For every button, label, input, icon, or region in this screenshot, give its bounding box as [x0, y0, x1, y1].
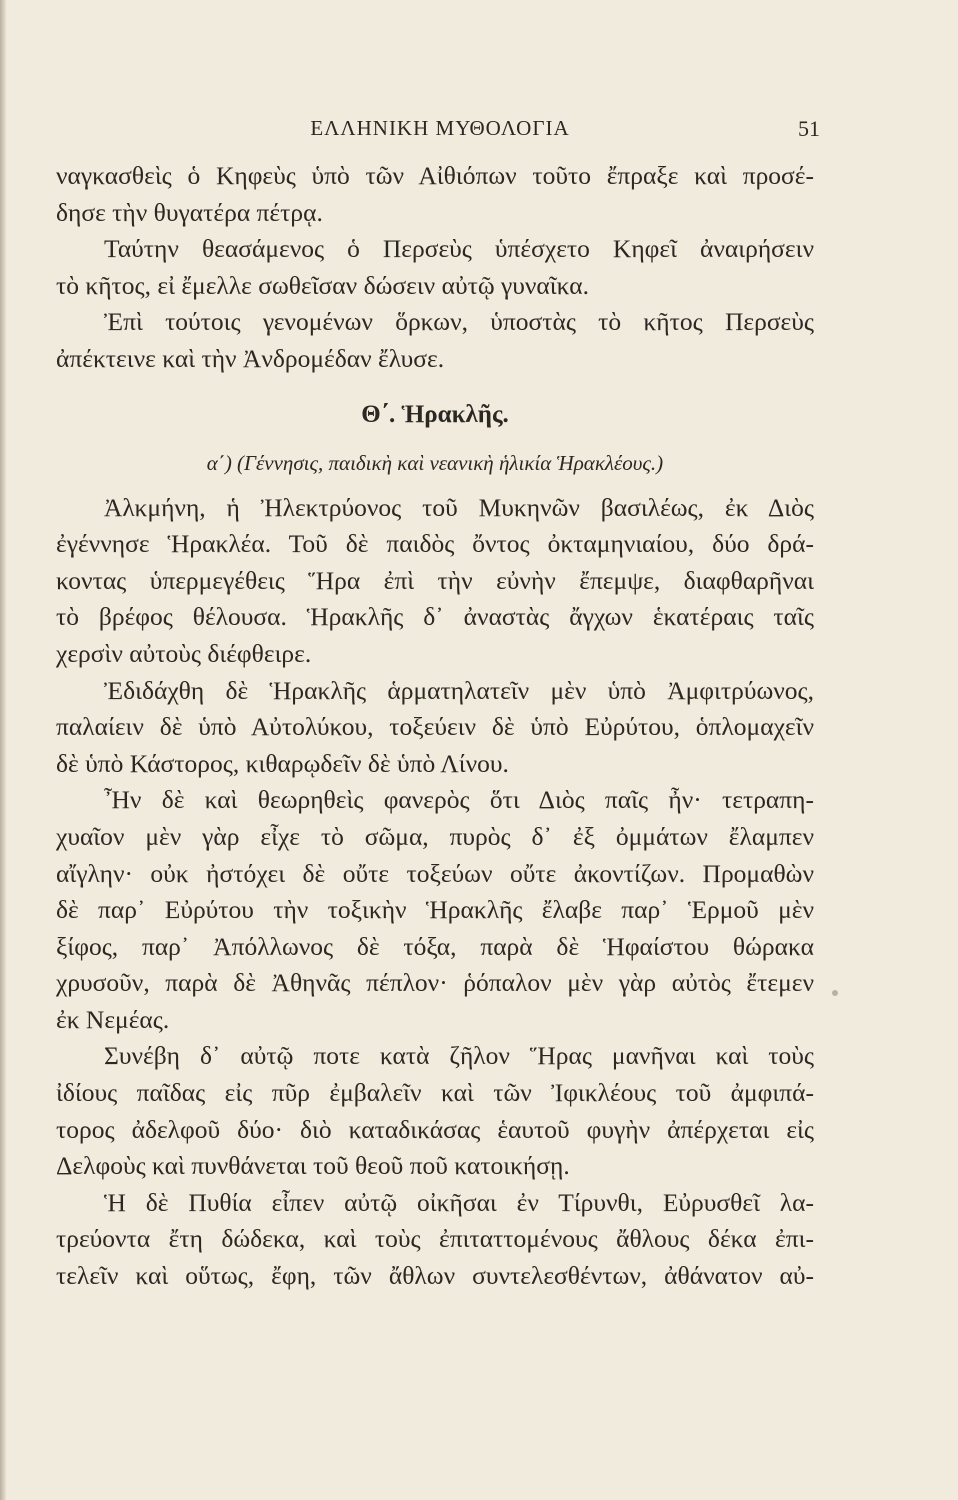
text-line: χερσὶν αὐτοὺς διέφθειρε. [56, 638, 312, 668]
text-line: τὸ βρέφος θέλουσα. Ἡρακλῆς δ᾽ ἀναστὰς ἄγχων ἑκατέραις ταῖς [56, 602, 814, 632]
text-line: χρυσοῦν, παρὰ δὲ Ἀθηνᾶς πέπλον· ῥόπαλον μὲν γὰρ αὐτὸς ἔτεμεν [56, 968, 814, 998]
margin-speck [832, 990, 838, 996]
text-line: Δελφοὺς καὶ πυνθάνεται τοῦ θεοῦ ποῦ κατοικήσῃ. [56, 1151, 570, 1181]
text-line: ναγκασθεὶς ὁ Κηφεὺς ὑπὸ τῶν Αἰθιόπων τοῦτο ἔπραξε καὶ προσέ- [56, 161, 814, 190]
text-line: κοντας ὑπερμεγέθεις Ἥρα ἐπὶ τὴν εὐνὴν ἔπεμψε, διαφθαρῆναι [56, 565, 814, 595]
page-binding-edge [0, 0, 6, 1500]
section-subtitle: α΄) (Γέννησις, παιδικὴ καὶ νεανικὴ ἡλικία Ἡρακλέους.) [206, 450, 664, 475]
text-line: ξίφος, παρ᾽ Ἀπόλλωνος δὲ τόξα, παρὰ δὲ Ἡφαίστου θώρακα [56, 931, 814, 961]
text-line: ἐκ Νεμέας. [56, 1004, 170, 1034]
text-line: ἰδίους παῖδας εἰς πῦρ ἐμβαλεῖν καὶ τῶν Ἰφικλέους τοῦ ἀμφιπά- [56, 1078, 814, 1108]
text-line: τὸ κῆτος, εἰ ἔμελλε σωθεῖσαν δώσειν αὐτῷ γυναῖκα. [56, 270, 589, 300]
text-line: ἐγέννησε Ἡρακλέα. Τοῦ δὲ παιδὸς ὄντος ὀκταμηνιαίου, δύο δρά- [56, 529, 814, 559]
text-line: Ἀλκμήνη, ἡ Ἠλεκτρύονος τοῦ Μυκηνῶν βασιλέως, ἐκ Διὸς [104, 492, 814, 522]
page-number: 51 [798, 116, 820, 141]
text-line: παλαίειν δὲ ὑπὸ Αὐτολύκου, τοξεύειν δὲ ὑπὸ Εὐρύτου, ὁπλομαχεῖν [56, 712, 814, 742]
text-line: δὲ ὑπὸ Κάστορος, κιθαρῳδεῖν δὲ ὑπὸ Λίνου. [56, 748, 509, 778]
text-line: δησε τὴν θυγατέρα πέτρᾳ. [56, 197, 323, 227]
text-line: Ἐδιδάχθη δὲ Ἡρακλῆς ἁρματηλατεῖν μὲν ὑπὸ Ἀμφιτρύωνος, [104, 675, 814, 705]
running-title: ΕΛΛΗΝΙΚΗ ΜΥΘΟΛΟΓΙΑ [310, 116, 570, 140]
text-line: χυαῖον μὲν γὰρ εἶχε τὸ σῶμα, πυρὸς δ᾽ ἐξ ὀμμάτων ἔλαμπεν [56, 821, 814, 851]
text-line: τορος ἀδελφοῦ δύο· διὸ καταδικάσας ἑαυτοῦ φυγὴν ἀπέρχεται εἰς [56, 1114, 814, 1144]
text-line: Ἐπὶ τούτοις γενομένων ὅρκων, ὑποστὰς τὸ κῆτος Περσεὺς [104, 307, 814, 337]
page-body [56, 158, 814, 1295]
section-title: Θ΄. Ἡρακλῆς. [361, 400, 509, 428]
text-line: ἀπέκτεινε καὶ τὴν Ἀνδρομέδαν ἔλυσε. [56, 343, 445, 373]
text-line: τρεύοντα ἔτη δώδεκα, καὶ τοὺς ἐπιταττομένους ἄθλους δέκα ἐπι- [56, 1224, 814, 1254]
text-line: Ἡ δὲ Πυθία εἶπεν αὐτῷ οἰκῆσαι ἐν Τίρυνθι, Εὐρυσθεῖ λα- [104, 1187, 814, 1217]
running-header [60, 116, 820, 146]
text-line: Ἦν δὲ καὶ θεωρηθεὶς φανερὸς ὅτι Διὸς παῖς ἦν· τετραπη- [104, 785, 814, 815]
text-line: Συνέβη δ᾽ αὐτῷ ποτε κατὰ ζῆλον Ἥρας μανῆναι καὶ τοὺς [104, 1041, 814, 1071]
text-line: αἴγλην· οὐκ ἠστόχει δὲ οὔτε τοξεύων οὔτε ἀκοντίζων. Προμαθὼν [56, 858, 814, 888]
text-line: δὲ παρ᾽ Εὐρύτου τὴν τοξικὴν Ἡρακλῆς ἔλαβε παρ᾽ Ἑρμοῦ μὲν [56, 895, 814, 925]
text-line: Ταύτην θεασάμενος ὁ Περσεὺς ὑπέσχετο Κηφεῖ ἀναιρήσειν [104, 234, 814, 264]
text-line: τελεῖν καὶ οὕτως, ἔφη, τῶν ἄθλων συντελεσθέντων, ἀθάνατον αὐ- [56, 1261, 814, 1291]
